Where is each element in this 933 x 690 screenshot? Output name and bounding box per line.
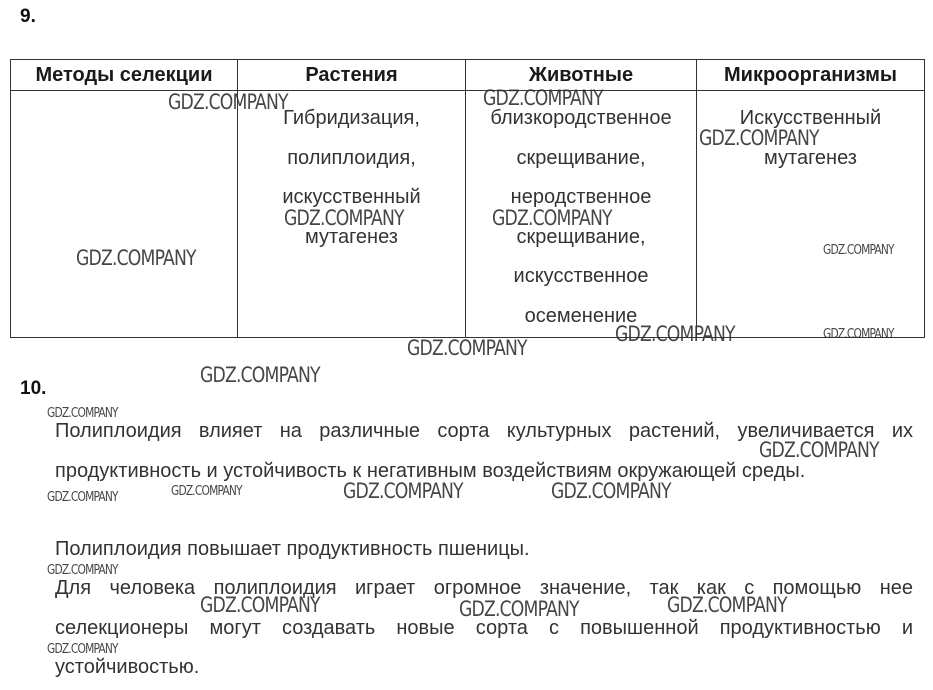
- watermark: GDZ.COMPANY: [615, 322, 735, 346]
- task-9-number: 9.: [20, 6, 36, 27]
- selection-methods-table: [10, 59, 925, 338]
- watermark: GDZ.COMPANY: [407, 336, 527, 360]
- watermark: GDZ.COMPANY: [168, 90, 288, 114]
- task-10-number: 10.: [20, 378, 47, 399]
- watermark: GDZ.COMPANY: [284, 206, 404, 230]
- microorganisms-methods-text: Искусственный мутагенез: [739, 107, 882, 169]
- watermark: GDZ.COMPANY: [47, 642, 118, 657]
- header-plants: Растения: [238, 60, 466, 91]
- answer-paragraph-3: Для человека полиплоидия играет огромное значение, так как с помощью нее селекционеры могут создавать новые сорта с повышенной продуктивностью и устойчивостью.: [55, 577, 913, 678]
- table-header-row: [11, 60, 925, 91]
- watermark: GDZ.COMPANY: [47, 490, 118, 505]
- watermark: GDZ.COMPANY: [823, 327, 894, 342]
- watermark: GDZ.COMPANY: [200, 593, 320, 617]
- watermark: GDZ.COMPANY: [823, 243, 894, 258]
- watermark: GDZ.COMPANY: [483, 86, 603, 110]
- header-methods: Методы селекции: [11, 60, 238, 91]
- animals-methods-text: близкородственное скрещивание, неродственное скрещивание, искусственное осеменение: [490, 107, 672, 327]
- watermark: GDZ.COMPANY: [551, 479, 671, 503]
- header-microorganisms: Микроорганизмы: [697, 60, 925, 91]
- plants-methods-text: Гибридизация, полиплоидия, искусственный мутагенез: [282, 107, 421, 248]
- watermark: GDZ.COMPANY: [759, 438, 879, 462]
- answer-paragraph-1: Полиплоидия влияет на различные сорта культурных растений, увеличивается их продуктивность и устойчивость к негативным воздействиям окружающей среды.: [55, 420, 913, 482]
- watermark: GDZ.COMPANY: [76, 246, 196, 270]
- watermark: GDZ.COMPANY: [200, 363, 320, 387]
- watermark: GDZ.COMPANY: [47, 406, 118, 421]
- watermark: GDZ.COMPANY: [667, 593, 787, 617]
- watermark: GDZ.COMPANY: [492, 206, 612, 230]
- watermark: GDZ.COMPANY: [171, 484, 242, 499]
- answer-paragraph-2: Полиплоидия повышает продуктивность пшеницы.: [55, 538, 530, 560]
- watermark: GDZ.COMPANY: [699, 126, 819, 150]
- watermark: GDZ.COMPANY: [47, 563, 118, 578]
- watermark: GDZ.COMPANY: [343, 479, 463, 503]
- watermark: GDZ.COMPANY: [459, 597, 579, 621]
- header-animals: Животные: [466, 60, 697, 91]
- cell-methods: [11, 91, 238, 338]
